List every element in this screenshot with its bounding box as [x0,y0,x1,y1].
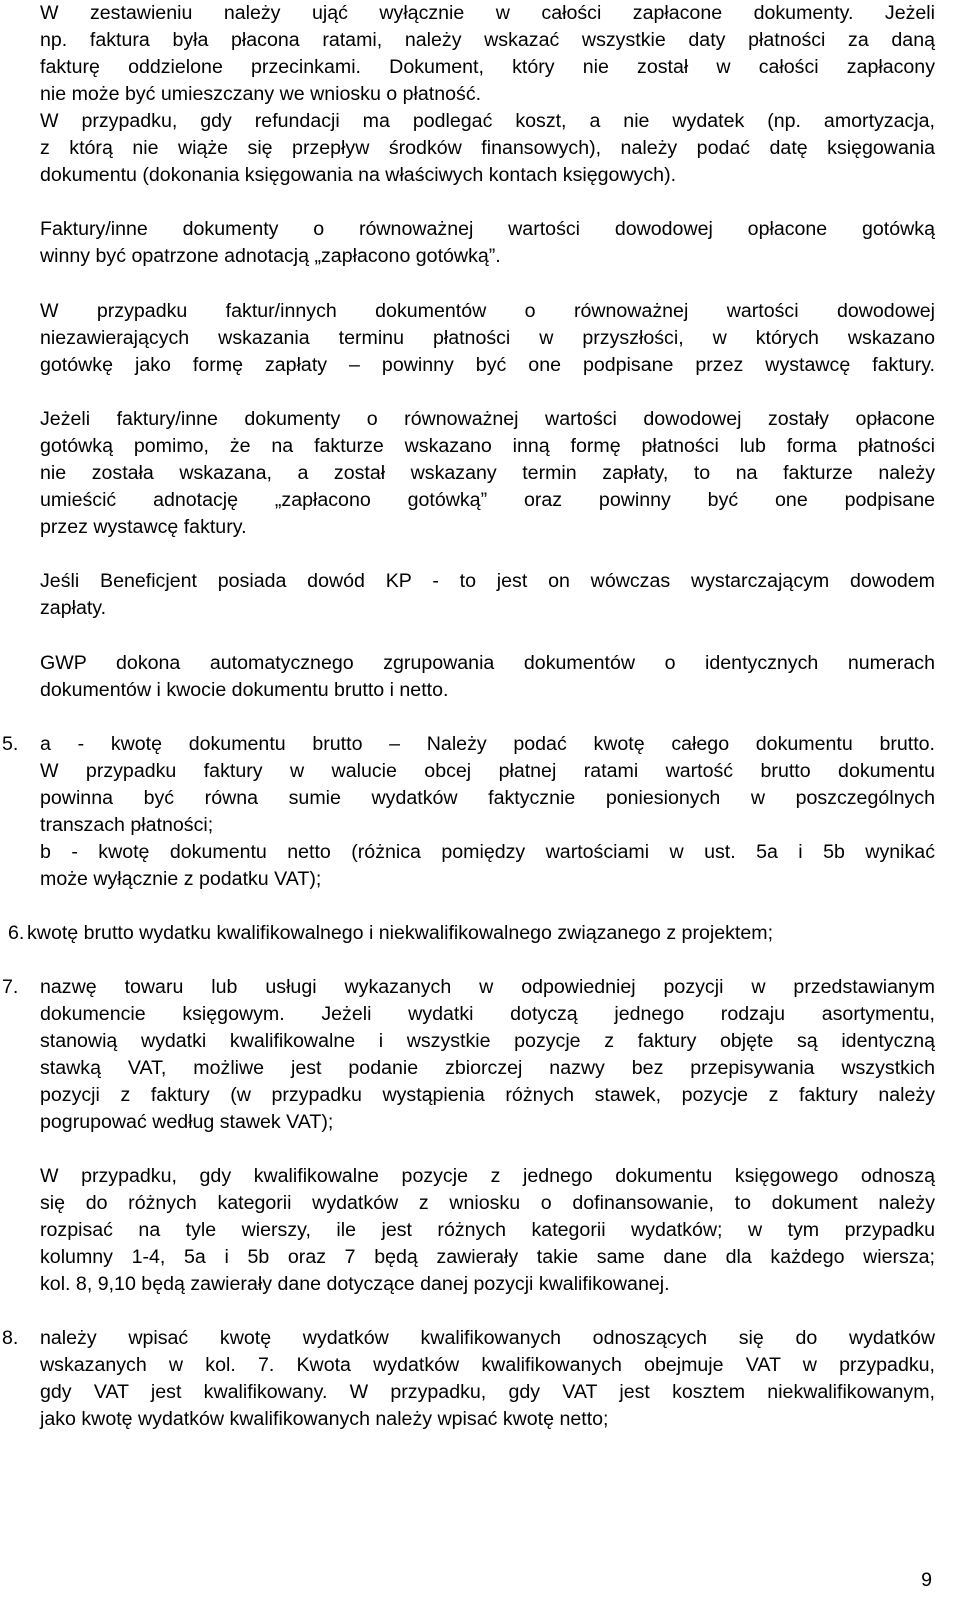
text-line: b - kwotę dokumentu netto (różnica pomiędzy wartościami w ust. 5a i 5b wynikać [40,841,935,863]
text-line: z którą nie wiąże się przepływ środków finansowych), należy podać datę księgowania [40,137,935,159]
text-line: W przypadku faktury w walucie obcej płatnej ratami wartość brutto dokumentu [40,760,935,782]
text-line: winny być opatrzone adnotacją „zapłacono gotówką”. [40,245,501,267]
paragraph-cash-despite-other-form [40,406,935,541]
text-line: W przypadku, gdy refundacji ma podlegać koszt, a nie wydatek (np. amortyzacja, [40,110,935,132]
paragraph-paid-documents [40,0,935,189]
text-line: zapłaty. [40,597,107,619]
page-number: 9 [921,1569,932,1591]
text-line: niezawierających wskazania terminu płatności w przyszłości, w których wskazano [40,327,935,349]
text-line: nazwę towaru lub usługi wykazanych w odpowiedniej pozycji w przedstawianym [40,976,935,998]
text-line: gotówkę jako formę zapłaty – powinny być one podpisane przez wystawcę faktury. [40,354,935,376]
text-line: wskazanych w kol. 7. Kwota wydatków kwalifikowanych obejmuje VAT w przypadku, [40,1354,935,1376]
text-line: kol. 8, 9,10 będą zawierały dane dotyczące danej pozycji kwalifikowanej. [40,1273,670,1295]
list-item-number: 6. [8,922,25,944]
text-line: GWP dokona automatycznego zgrupowania dokumentów o identycznych numerach [40,652,935,674]
text-line: fakturę oddzielone przecinkami. Dokument, który nie został w całości zapłacony [40,56,935,78]
list-item-6 [8,920,935,947]
list-item-8 [2,1325,935,1433]
paragraph-kp-proof [40,568,935,622]
paragraph-gwp-grouping [40,650,935,704]
text-line: Faktury/inne dokumenty o równoważnej wartości dowodowej opłacone gotówką [40,218,935,240]
text-line: powinna być równa sumie wydatków faktycznie poniesionych w poszczególnych [40,787,935,809]
text-line: przez wystawcę faktury. [40,516,247,538]
text-line: pozycji z faktury (w przypadku wystąpienia różnych stawek, pozycje z faktury należy [40,1084,935,1106]
text-line: kwotę brutto wydatku kwalifikowalnego i niekwalifikowalnego związanego z projektem; [27,922,774,944]
text-line: rozpisać na tyle wierszy, ile jest różnych kategorii wydatków; w tym przypadku [40,1219,935,1241]
list-item-number: 7. [2,976,19,998]
text-line: nie może być umieszczany we wniosku o płatność. [40,83,482,105]
text-line: stawką VAT, możliwe jest podanie zbiorczej nazwy bez przepisywania wszystkich [40,1057,935,1079]
paragraph-cash-payment-annotation [40,216,935,270]
text-line: np. faktura była płacona ratami, należy wskazać wszystkie daty płatności za daną [40,29,935,51]
text-line: kolumny 1-4, 5a i 5b oraz 7 będą zawierały takie same dane dla każdego wiersza; [40,1246,935,1268]
text-line: umieścić adnotację „zapłacono gotówką” oraz powinny być one podpisane [40,489,935,511]
text-line: może wyłącznie z podatku VAT); [40,868,322,890]
text-line: Jeśli Beneficjent posiada dowód KP - to jest on wówczas wystarczającym dowodem [40,570,935,592]
text-line: transzach płatności; [40,814,214,836]
text-line: należy wpisać kwotę wydatków kwalifikowanych odnoszących się do wydatków [40,1327,935,1349]
text-line: gotówką pomimo, że na fakturze wskazano inną formę płatności lub forma płatności [40,435,935,457]
text-line: dokumentu (dokonania księgowania na właściwych kontach księgowych). [40,164,677,186]
text-line: jako kwotę wydatków kwalifikowanych należy wpisać kwotę netto; [40,1408,609,1430]
text-line: się do różnych kategorii wydatków z wniosku o dofinansowanie, to dokument należy [40,1192,935,1214]
text-line: Jeżeli faktury/inne dokumenty o równoważnej wartości dowodowej zostały opłacone [40,408,935,430]
list-item-number: 8. [2,1327,19,1349]
text-line: nie została wskazana, a został wskazany termin zapłaty, to na fakturze należy [40,462,935,484]
list-item-7-continuation [40,1163,935,1298]
text-line: pogrupować według stawek VAT); [40,1111,334,1133]
list-item-5 [2,731,935,893]
paragraph-cash-without-term [40,298,935,379]
list-item-number: 5. [2,733,19,755]
text-line: W przypadku faktur/innych dokumentów o równoważnej wartości dowodowej [40,300,935,322]
text-line: dokumentów i kwocie dokumentu brutto i netto. [40,679,449,701]
text-line: stanowią wydatki kwalifikowalne i wszystkie pozycje z faktury objęte są identyczną [40,1030,935,1052]
text-line: dokumencie księgowym. Jeżeli wydatki dotyczą jednego rodzaju asortymentu, [40,1003,935,1025]
list-item-7 [2,974,935,1136]
text-line: gdy VAT jest kwalifikowany. W przypadku, gdy VAT jest kosztem niekwalifikowanym, [40,1381,935,1403]
text-line: W zestawieniu należy ująć wyłącznie w całości zapłacone dokumenty. Jeżeli [40,2,935,24]
text-line: a - kwotę dokumentu brutto – Należy podać kwotę całego dokumentu brutto. [40,733,935,755]
text-line: W przypadku, gdy kwalifikowalne pozycje z jednego dokumentu księgowego odnoszą [40,1165,935,1187]
